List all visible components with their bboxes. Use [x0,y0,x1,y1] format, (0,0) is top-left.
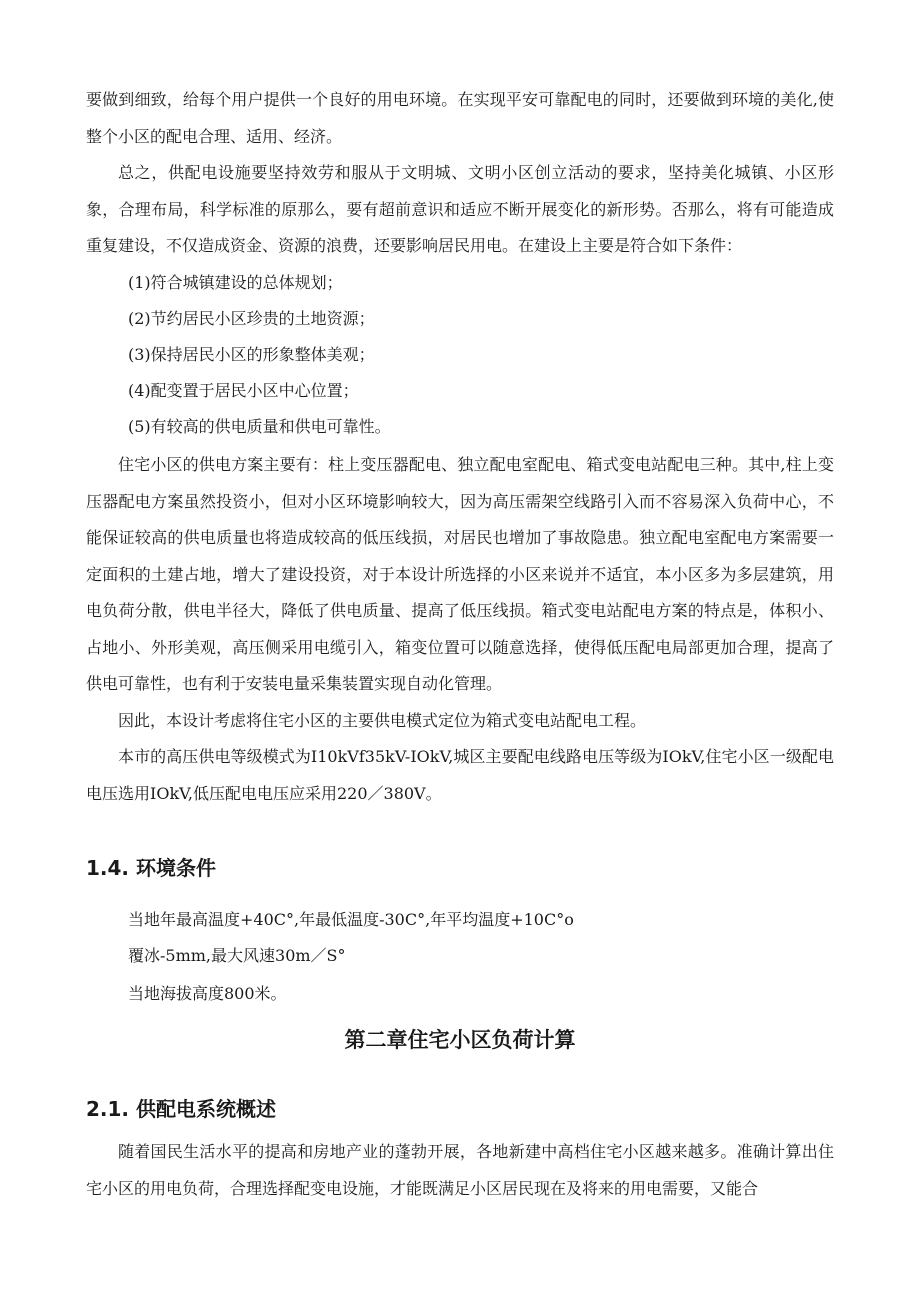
env-line-altitude: 当地海拔高度800米。 [128,984,287,1003]
condition-item-5: (5)有较高的供电质量和供电可靠性。 [128,417,391,436]
schemes-paragraph: 住宅小区的供电方案主要有：柱上变压器配电、独立配电室配电、箱式变电站配电三种。其中,柱上变压器配电方案虽然投资小，但对小区环境影响较大，因为高压需架空线路引入而不容易深入负荷中心，不能保证较高的供电质量也将造成较高的低压线损，对居民也增加了事故隐患。独立配电室配电方案需要一定面积的土建占地，增大了建设投资，对于本设计所选择的小区来说并不适宜，本小区多为多层建筑，用电负荷分散，供电半径大，降低了供电质量、提高了低压线损。箱式变电站配电方案的特点是，体积小、占地小、外形美观，高压侧采用电缆引入，箱变位置可以随意选择，使得低压配电局部更加合理，提高了供电可靠性，也有利于安装电量采集装置实现自动化管理。 [86,455,834,693]
section-1-4-number: 1.4. [86,856,130,880]
section-2-1-number: 2.1. [86,1097,130,1121]
summary-paragraph: 总之，供配电设施要坚持效劳和服从于文明城、文明小区创立活动的要求，坚持美化城镇、小区形象，合理布局，科学标准的原那么，要有超前意识和适应不断开展变化的新形势。否那么，将有可能造成重复建设，不仅造成资金、资源的浪费，还要影响居民用电。在建设上主要是符合如下条件： [86,163,834,255]
condition-item-4: (4)配变置于居民小区中心位置； [128,381,359,400]
condition-item-3: (3)保持居民小区的形象整体美观； [128,345,375,364]
voltage-paragraph: 本市的高压供电等级模式为I10kVf35kV-IOkV,城区主要配电线路电压等级为IOkV,住宅小区一级配电电压选用IOkV,低压配电电压应采用220／380V。 [86,747,834,803]
condition-item-2: (2)节约居民小区珍贵的土地资源； [128,309,375,328]
section-1-4-title: 环境条件 [136,856,216,880]
env-line-temperature: 当地年最高温度+40C°,年最低温度-30C°,年平均温度+10C°o [128,910,574,929]
section-1-4-heading [86,856,216,880]
section-2-1-intro: 随着国民生活水平的提高和房地产业的蓬勃开展，各地新建中高档住宅小区越来越多。准确计算出住宅小区的用电负荷，合理选择配变电设施，才能既满足小区居民现在及将来的用电需要，又能合 [86,1142,834,1198]
chapter-2-title: 第二章住宅小区负荷计算 [344,1028,576,1052]
env-line-ice-wind: 覆冰-5mm,最大风速30m／S° [128,946,346,965]
continuation-paragraph: 要做到细致，给每个用户提供一个良好的用电环境。在实现平安可靠配电的同时，还要做到环境的美化,使整个小区的配电合理、适用、经济。 [86,90,834,146]
condition-item-1: (1)符合城镇建设的总体规划； [128,273,343,292]
conclusion-paragraph: 因此，本设计考虑将住宅小区的主要供电模式定位为箱式变电站配电工程。 [118,711,647,730]
section-2-1-heading [86,1097,276,1121]
section-2-1-title: 供配电系统概述 [136,1097,276,1121]
